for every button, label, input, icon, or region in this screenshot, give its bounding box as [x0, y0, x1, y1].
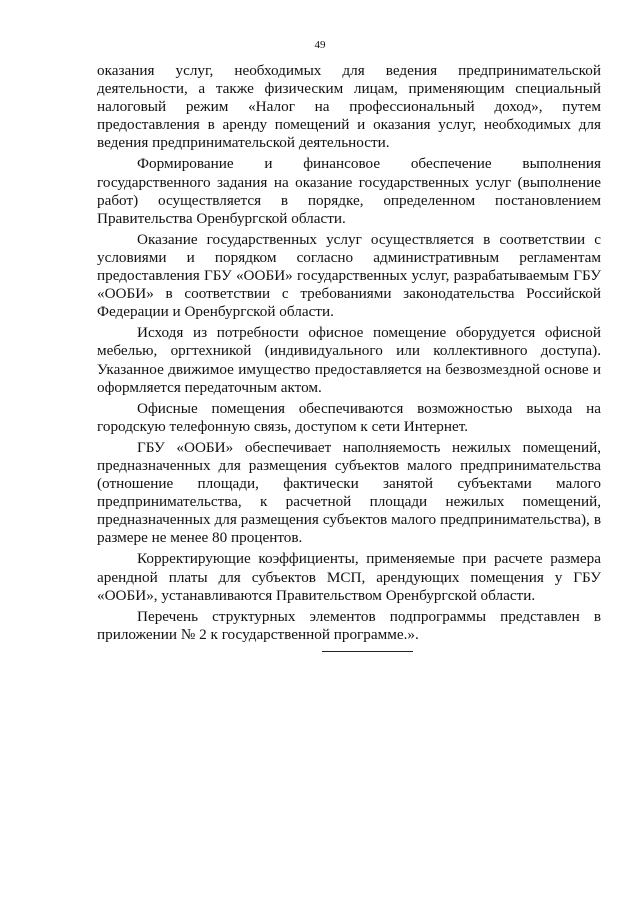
- paragraph-5: Офисные помещения обеспечиваются возможностью выхода на городскую телефонную связь, доступом к сети Интернет.: [97, 399, 601, 435]
- paragraph-7: Корректирующие коэффициенты, применяемые при расчете размера арендной платы для субъектов МСП, арендующих помещения у ГБУ «ООБИ», устанавливаются Правительством Оренбургской области.: [97, 550, 601, 604]
- paragraph-3: Оказание государственных услуг осуществляется в соответствии с условиями и порядком согласно административным регламентам предоставления ГБУ «ООБИ» государственных услуг, разрабатываемым ГБУ «ООБИ» в соответствии с требованиями законодательства Российской Федерации и Оренбургской области.: [97, 230, 601, 321]
- paragraph-4: Исходя из потребности офисное помещение оборудуется офисной мебелью, оргтехникой (индивидуального или коллективного доступа). Указанное движимое имущество предоставляется на безвозмездной основе и оформляется передаточным актом.: [97, 324, 601, 396]
- paragraph-8: Перечень структурных элементов подпрограммы представлен в приложении № 2 к государственной программе.».: [97, 607, 601, 643]
- paragraph-1: оказания услуг, необходимых для ведения предпринимательской деятельности, а также физическим лицам, применяющим специальный налоговый режим «Налог на профессиональный доход», путем предоставления в аренду помещений и оказания услуг, необходимых для ведения предпринимательской деятельности.: [97, 62, 601, 152]
- end-of-section-rule: [322, 651, 413, 652]
- page-number: 49: [314, 39, 326, 51]
- paragraph-2: Формирование и финансовое обеспечение выполнения государственного задания на оказание государственных услуг (выполнение работ) осуществляется в порядке, определенном постановлением Правительства Оренбургской области.: [97, 155, 601, 227]
- paragraph-6: ГБУ «ООБИ» обеспечивает наполняемость нежилых помещений, предназначенных для размещения субъектов малого предпринимательства (отношение площади, фактически занятой субъектами малого предпринимательства, к расчетной площади нежилых помещений, предназначенных для размещения субъектов малого предпринимательства), в размере не менее 80 процентов.: [97, 438, 601, 547]
- document-body: [97, 62, 601, 644]
